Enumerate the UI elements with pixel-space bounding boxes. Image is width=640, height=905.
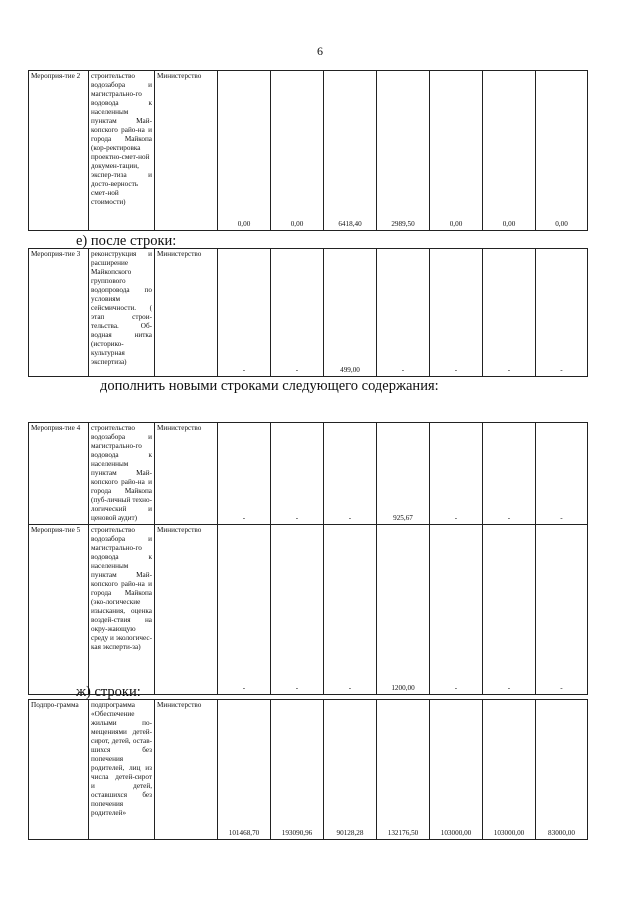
page-number: 6	[317, 44, 323, 58]
executor-cell: Министерство	[155, 71, 218, 231]
value-cell: -	[483, 423, 536, 525]
table-row	[29, 525, 588, 695]
value-cell: 2989,50	[377, 71, 430, 231]
value-cell: 0,00	[218, 71, 271, 231]
value-cell: 193090,96	[271, 700, 324, 840]
value-cell: -	[430, 525, 483, 695]
description-cell: строительство водозабора и магистрально-го водовода к населенным пунктам Май-копского райо-на и города Майкопа (эко-логические изыскания, оценка воздей-ствия на окру-жающую среду и экологичес-кая эксперти-за)	[89, 525, 155, 695]
table-fragment-1	[28, 70, 588, 231]
value-cell: -	[536, 423, 588, 525]
table-row	[29, 423, 588, 525]
description-cell: строительство водозабора и магистрально-го водовода к населенным пунктам Май-копского райо-на и города Майкопа (пуб-личный техно-логический и ценовой аудит)	[89, 423, 155, 525]
value-cell: 0,00	[483, 71, 536, 231]
value-cell: 103000,00	[483, 700, 536, 840]
item-cell: Мероприя-тие 5	[29, 525, 89, 695]
description-cell: реконструкция и расширение Майкопского группового водопровода по условиям сейсмичности. ( этап строи-тельства. Об-водная нитка (историко-культурная экспертиза)	[89, 249, 155, 377]
table-fragment-3	[28, 422, 588, 695]
item-cell: Мероприя-тие 2	[29, 71, 89, 231]
value-cell: 6418,40	[324, 71, 377, 231]
table-fragment-2	[28, 248, 588, 377]
value-cell: -	[324, 423, 377, 525]
item-cell: Мероприя-тие 3	[29, 249, 89, 377]
value-cell: -	[218, 249, 271, 377]
value-cell: -	[377, 249, 430, 377]
value-cell: -	[430, 423, 483, 525]
executor-cell: Министерство	[155, 249, 218, 377]
value-cell: 0,00	[430, 71, 483, 231]
executor-cell: Министерство	[155, 423, 218, 525]
heading-add: дополнить новыми строками следующего содержания:	[100, 378, 439, 394]
description-cell: подпрограмма «Обеспечение жилыми по-мещениями детей-сирот, детей, остав-шихся без попечения родителей, лиц из числа детей-сирот и детей, оставшихся без попечения родителей»	[89, 700, 155, 840]
value-cell: -	[536, 525, 588, 695]
value-cell: -	[271, 423, 324, 525]
value-cell: 103000,00	[430, 700, 483, 840]
value-cell: 0,00	[536, 71, 588, 231]
table-row	[29, 249, 588, 377]
item-cell: Мероприя-тие 4	[29, 423, 89, 525]
value-cell: -	[271, 525, 324, 695]
item-cell: Подпро-грамма	[29, 700, 89, 840]
heading-zh: ж) строки:	[76, 684, 141, 700]
value-cell: -	[536, 249, 588, 377]
heading-e: е) после строки:	[76, 233, 177, 249]
table-row	[29, 700, 588, 840]
table-fragment-4	[28, 699, 588, 840]
value-cell: 925,67	[377, 423, 430, 525]
executor-cell: Министерство	[155, 525, 218, 695]
value-cell: 83000,00	[536, 700, 588, 840]
value-cell: 90128,28	[324, 700, 377, 840]
value-cell: 1200,00	[377, 525, 430, 695]
description-cell: строительство водозабора и магистрально-го водовода к населенным пунктам Май-копского райо-на и города Майкопа (кор-ректировка проектно-смет-ной докумен-тации, экспер-тиза и досто-верность смет-ной стоимости)	[89, 71, 155, 231]
value-cell: 101468,70	[218, 700, 271, 840]
value-cell: -	[271, 249, 324, 377]
value-cell: -	[218, 423, 271, 525]
value-cell: -	[430, 249, 483, 377]
executor-cell: Министерство	[155, 700, 218, 840]
value-cell: 132176,50	[377, 700, 430, 840]
value-cell: 0,00	[271, 71, 324, 231]
value-cell: 499,00	[324, 249, 377, 377]
value-cell: -	[483, 525, 536, 695]
value-cell: -	[218, 525, 271, 695]
value-cell: -	[324, 525, 377, 695]
value-cell: -	[483, 249, 536, 377]
table-row	[29, 71, 588, 231]
